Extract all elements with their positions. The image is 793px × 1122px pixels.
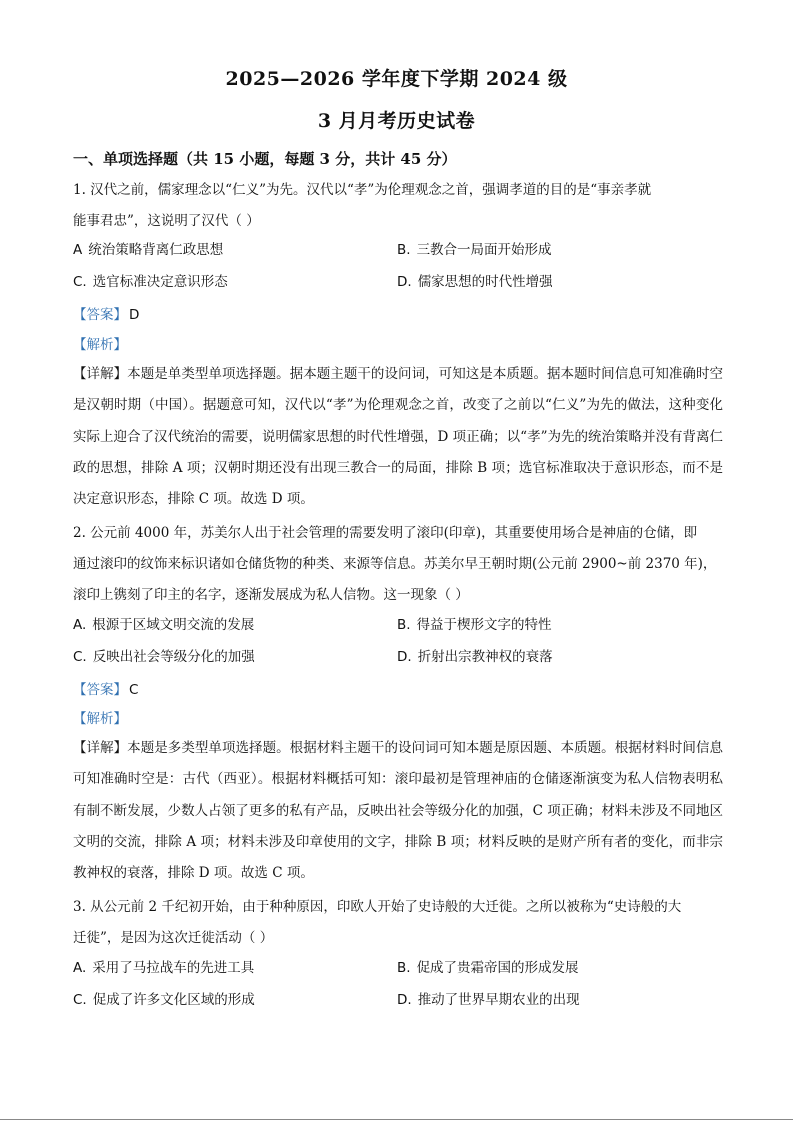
q3-option-d-letter: D. bbox=[397, 992, 412, 1008]
q1-option-a-text: 统治策略背离仁政思想 bbox=[88, 242, 224, 258]
q2-option-c-text: 反映出社会等级分化的加强 bbox=[92, 649, 255, 665]
q1-analysis bbox=[73, 335, 127, 355]
q2-option-b-letter: B. bbox=[397, 617, 411, 633]
q3-option-a-text: 采用了马拉战车的先进工具 bbox=[92, 960, 255, 976]
q1-answer-label: 【答案】 bbox=[73, 307, 127, 323]
q3-stem-line2: 迁徙”，是因为这次迁徙活动（ ） bbox=[73, 930, 274, 946]
q3-option-c bbox=[73, 990, 255, 1010]
q1-option-c-text: 选官标准决定意识形态 bbox=[92, 274, 228, 290]
q1-option-c-letter: C. bbox=[73, 274, 87, 290]
q1-option-a bbox=[73, 240, 223, 260]
exam-subtitle: 3 月月考历史试卷 bbox=[317, 110, 476, 132]
q2-option-c-letter: C. bbox=[73, 649, 87, 665]
page-bottom-rule bbox=[0, 1119, 793, 1120]
q1-option-d-letter: D. bbox=[397, 274, 412, 290]
q2-option-b-text: 得益于楔形文字的特性 bbox=[416, 617, 552, 633]
q1-option-a-letter: A bbox=[73, 242, 83, 258]
q3-option-b bbox=[397, 958, 579, 978]
q3-option-b-text: 促成了贵霜帝国的形成发展 bbox=[416, 960, 579, 976]
q1-option-b-text: 三教合一局面开始形成 bbox=[416, 242, 552, 258]
exam-title: 2025—2026 学年度下学期 2024 级 bbox=[225, 68, 568, 90]
q2-stem-line2: 通过滚印的纹饰来标识诸如仓储货物的种类、来源等信息。苏美尔早王朝时期(公元前 2900~前 2370 年)， bbox=[73, 556, 717, 572]
q1-stem-line1: 1. 汉代之前，儒家理念以“仁义”为先。汉代以“孝”为伦理观念之首，强调孝道的目的是“事亲孝就 bbox=[73, 182, 652, 198]
section-heading: 一、单项选择题（共 15 小题，每题 3 分，共计 45 分） bbox=[73, 150, 457, 168]
q1-option-d-text: 儒家思想的时代性增强 bbox=[417, 274, 553, 290]
q2-option-d bbox=[397, 647, 553, 667]
q3-option-d bbox=[397, 990, 580, 1010]
q1-option-c bbox=[73, 272, 228, 292]
q1-stem-line2: 能事君忠”，这说明了汉代（ ） bbox=[73, 213, 260, 229]
q2-stem-line3: 滚印上镌刻了印主的名字，逐渐发展成为私人信物。这一现象（ ） bbox=[73, 587, 469, 603]
q1-option-b bbox=[397, 240, 552, 260]
q1-option-d bbox=[397, 272, 553, 292]
q1-option-b-letter: B. bbox=[397, 242, 411, 258]
q2-option-b bbox=[397, 615, 552, 635]
q3-stem-line1: 3. 从公元前 2 千纪初开始，由于种种原因，印欧人开始了史诗般的大迁徙。之所以被称为“史诗般的大 bbox=[73, 899, 682, 915]
q2-option-a-letter: A. bbox=[73, 617, 87, 633]
q2-stem-line1: 2. 公元前 4000 年，苏美尔人出于社会管理的需要发明了滚印(印章)，其重要使用场合是神庙的仓储，即 bbox=[73, 525, 698, 541]
q2-option-d-letter: D. bbox=[397, 649, 412, 665]
q1-answer bbox=[73, 305, 139, 325]
q2-answer-label: 【答案】 bbox=[73, 682, 127, 698]
q1-detail: 【详解】本题是单类型单项选择题。据本题主题干的设问词，可知这是本质题。据本题时间信息可知准确时空是汉朝时期（中国）。据题意可知，汉代以“孝”为伦理观念之首，改变了之前以“仁义”为先的做法，这种变化实际上迎合了汉代统治的需要，说明儒家思想的时代性增强，D 项正确；以“孝”为先的统治策略并没有背离仁政的思想，排除 A 项；汉朝时期还没有出现三教合一的局面，排除 B 项；选官标准取决于意识形态，而不是决定意识形态，排除 C 项。故选 D 项。 bbox=[73, 366, 723, 508]
q2-option-d-text: 折射出宗教神权的衰落 bbox=[417, 649, 553, 665]
q3-option-a bbox=[73, 958, 254, 978]
q2-answer-value: C bbox=[129, 682, 139, 698]
q1-analysis-label: 【解析】 bbox=[73, 337, 127, 353]
q1-answer-value: D bbox=[129, 307, 140, 323]
q2-answer bbox=[73, 680, 138, 700]
q2-option-a-text: 根源于区域文明交流的发展 bbox=[92, 617, 255, 633]
q3-option-d-text: 推动了世界早期农业的出现 bbox=[417, 992, 580, 1008]
q3-option-b-letter: B. bbox=[397, 960, 411, 976]
q2-detail: 【详解】本题是多类型单项选择题。根据材料主题干的设问词可知本题是原因题、本质题。根据材料时间信息可知准确时空是：古代（西亚）。根据材料概括可知：滚印最初是管理神庙的仓储逐渐演变为私人信物表明私有制不断发展，少数人占领了更多的私有产品，反映出社会等级分化的加强，C 项正确；材料未涉及不同地区文明的交流，排除 A 项；材料未涉及印章使用的文字，排除 B 项；材料反映的是财产所有者的变化，而非宗教神权的衰落，排除 D 项。故选 C 项。 bbox=[73, 740, 723, 882]
q3-option-c-letter: C. bbox=[73, 992, 87, 1008]
q2-analysis-label: 【解析】 bbox=[73, 711, 127, 727]
q3-option-c-text: 促成了许多文化区域的形成 bbox=[92, 992, 255, 1008]
q3-option-a-letter: A. bbox=[73, 960, 87, 976]
q2-option-c bbox=[73, 647, 255, 667]
q2-option-a bbox=[73, 615, 254, 635]
q2-analysis bbox=[73, 709, 127, 729]
